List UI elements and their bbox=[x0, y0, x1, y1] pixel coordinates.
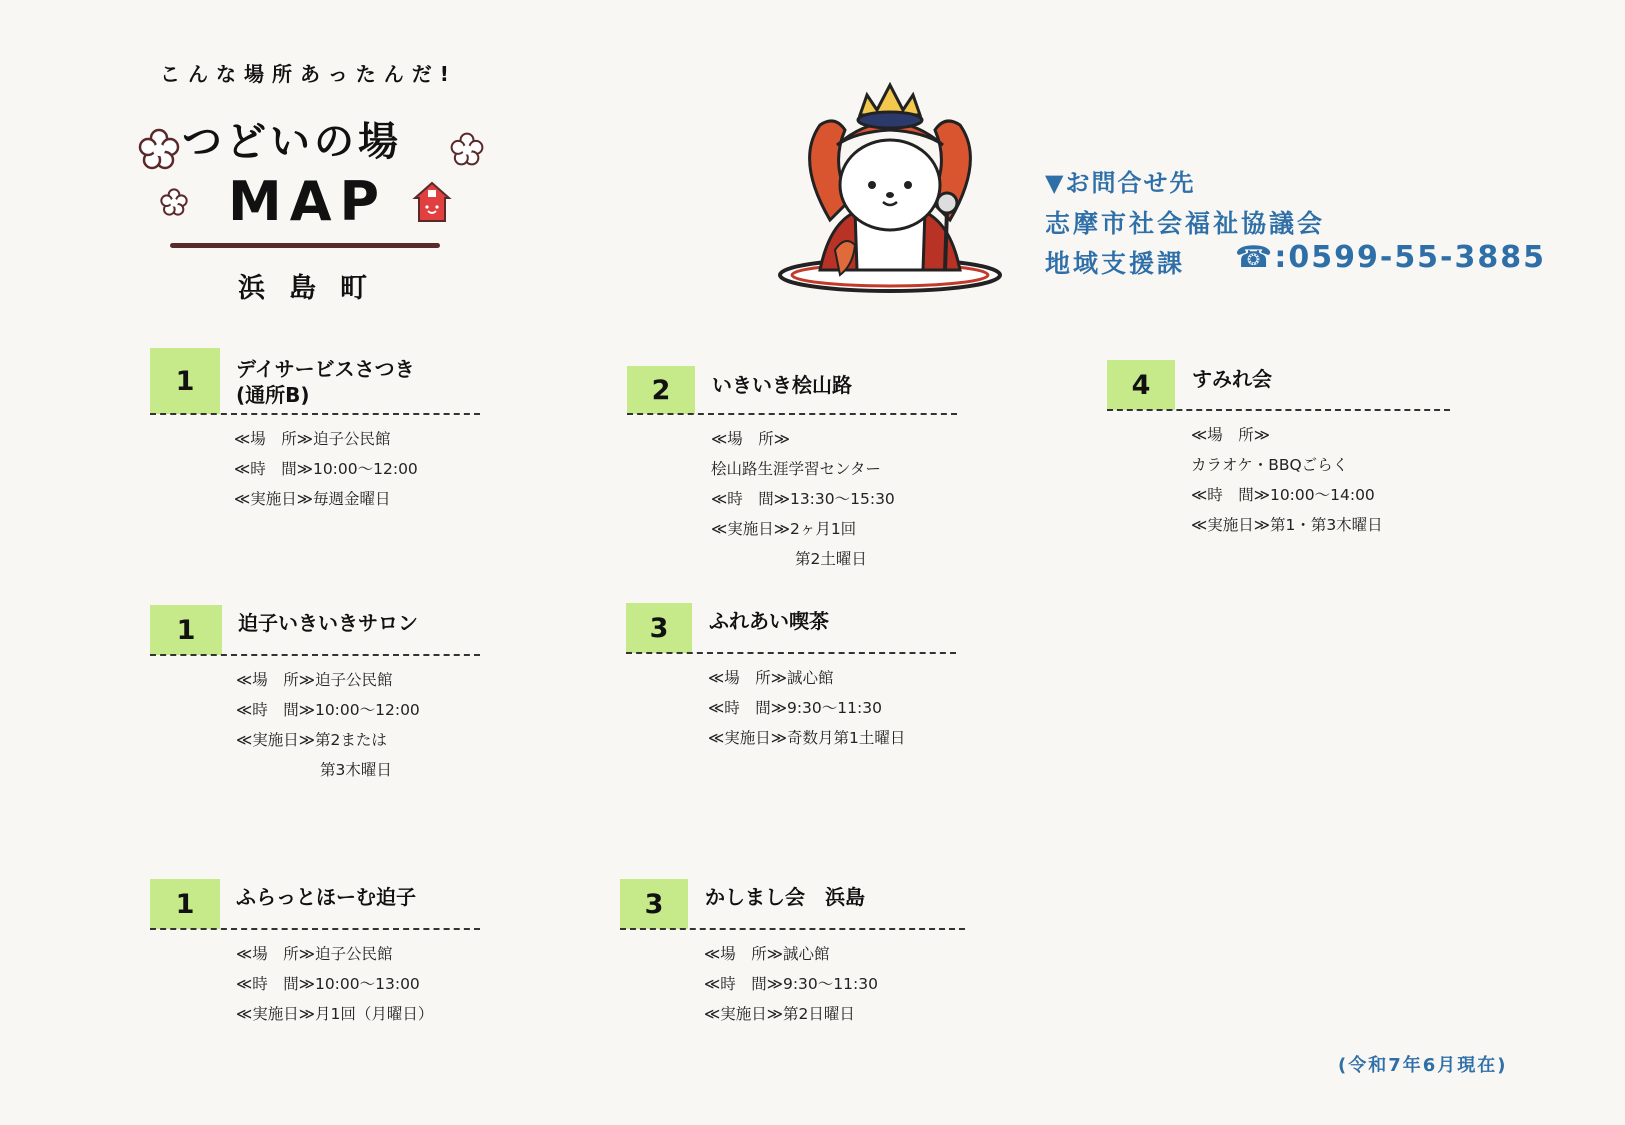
dashed-divider bbox=[150, 654, 480, 656]
dashed-divider bbox=[150, 413, 480, 415]
venue-number-badge: 1 bbox=[150, 348, 220, 414]
venue-number-badge: 3 bbox=[620, 879, 688, 929]
venue-day: ≪実施日≫2ヶ月1回 bbox=[711, 520, 857, 538]
venue-number-badge: 1 bbox=[150, 605, 222, 655]
venue-name: いきいき桧山路 bbox=[712, 373, 852, 397]
venue-time: ≪時 間≫10:00～14:00 bbox=[1191, 486, 1375, 504]
flower-icon bbox=[138, 128, 180, 176]
contact-phone: ☎:0599-55-3885 bbox=[1235, 240, 1547, 275]
venue-day: ≪実施日≫第2または bbox=[236, 731, 387, 749]
venue-time: ≪時 間≫9:30～11:30 bbox=[708, 699, 882, 717]
venue-day: ≪実施日≫奇数月第1土曜日 bbox=[708, 729, 906, 747]
venue-place-value: 桧山路生涯学習センター bbox=[711, 460, 881, 478]
venue-place: ≪場 所≫ bbox=[1191, 426, 1270, 444]
flower-icon bbox=[160, 188, 188, 222]
venue-day-cont: 第2土曜日 bbox=[795, 550, 867, 568]
contact-organization: 志摩市社会福祉協議会 bbox=[1045, 209, 1326, 238]
venue-number-badge: 2 bbox=[627, 366, 695, 414]
venue-time: ≪時 間≫9:30～11:30 bbox=[704, 975, 878, 993]
venue-name: ふれあい喫茶 bbox=[709, 609, 829, 633]
venue-place: ≪場 所≫ bbox=[711, 430, 790, 448]
dashed-divider bbox=[150, 928, 480, 930]
house-icon bbox=[412, 180, 452, 228]
town-name: 浜島町 bbox=[238, 273, 391, 304]
venue-place: ≪場 所≫誠心館 bbox=[708, 669, 834, 687]
venue-day: ≪実施日≫月1回（月曜日） bbox=[236, 1005, 434, 1023]
venue-time: ≪時 間≫10:00～13:00 bbox=[236, 975, 420, 993]
venue-time: ≪時 間≫10:00～12:00 bbox=[234, 460, 418, 478]
venue-time: ≪時 間≫10:00～12:00 bbox=[236, 701, 420, 719]
dashed-divider bbox=[626, 652, 956, 654]
venue-name: ふらっとほーむ迫子 bbox=[236, 885, 416, 909]
venue-number-badge: 4 bbox=[1107, 360, 1175, 410]
flower-icon bbox=[450, 132, 484, 172]
venue-number-badge: 1 bbox=[150, 879, 220, 929]
venue-time: ≪時 間≫13:30～15:30 bbox=[711, 490, 895, 508]
venue-place: ≪場 所≫誠心館 bbox=[704, 945, 830, 963]
venue-place: ≪場 所≫迫子公民館 bbox=[236, 671, 393, 689]
venue-name: 迫子いきいきサロン bbox=[238, 611, 418, 635]
venue-place-value: カラオケ・BBQごらく bbox=[1191, 456, 1349, 474]
venue-name: かしまし会 浜島 bbox=[705, 885, 865, 909]
as-of-date: (令和7年6月現在) bbox=[1338, 1055, 1508, 1076]
page-title: つどいの場 bbox=[182, 119, 402, 165]
venue-name: すみれ会 bbox=[1192, 367, 1272, 391]
venue-name-sub: (通所B) bbox=[236, 383, 310, 407]
dashed-divider bbox=[1107, 409, 1450, 411]
tagline: こんな場所あったんだ! bbox=[160, 62, 457, 86]
contact-label: ▼お問合せ先 bbox=[1045, 169, 1196, 197]
venue-day: ≪実施日≫第2日曜日 bbox=[704, 1005, 855, 1023]
venue-day: ≪実施日≫毎週金曜日 bbox=[234, 490, 391, 508]
venue-day-cont: 第3木曜日 bbox=[320, 761, 392, 779]
mascot-illustration bbox=[775, 70, 1005, 304]
venue-place: ≪場 所≫迫子公民館 bbox=[236, 945, 393, 963]
page-title-map: MAP bbox=[228, 170, 388, 233]
contact-department: 地域支援課 bbox=[1045, 249, 1186, 278]
title-divider bbox=[170, 243, 440, 248]
venue-name: デイサービスさつき bbox=[236, 357, 415, 381]
dashed-divider bbox=[627, 413, 957, 415]
venue-number-badge: 3 bbox=[626, 603, 692, 653]
venue-place: ≪場 所≫迫子公民館 bbox=[234, 430, 391, 448]
dashed-divider bbox=[620, 928, 965, 930]
venue-day: ≪実施日≫第1・第3木曜日 bbox=[1191, 516, 1383, 534]
